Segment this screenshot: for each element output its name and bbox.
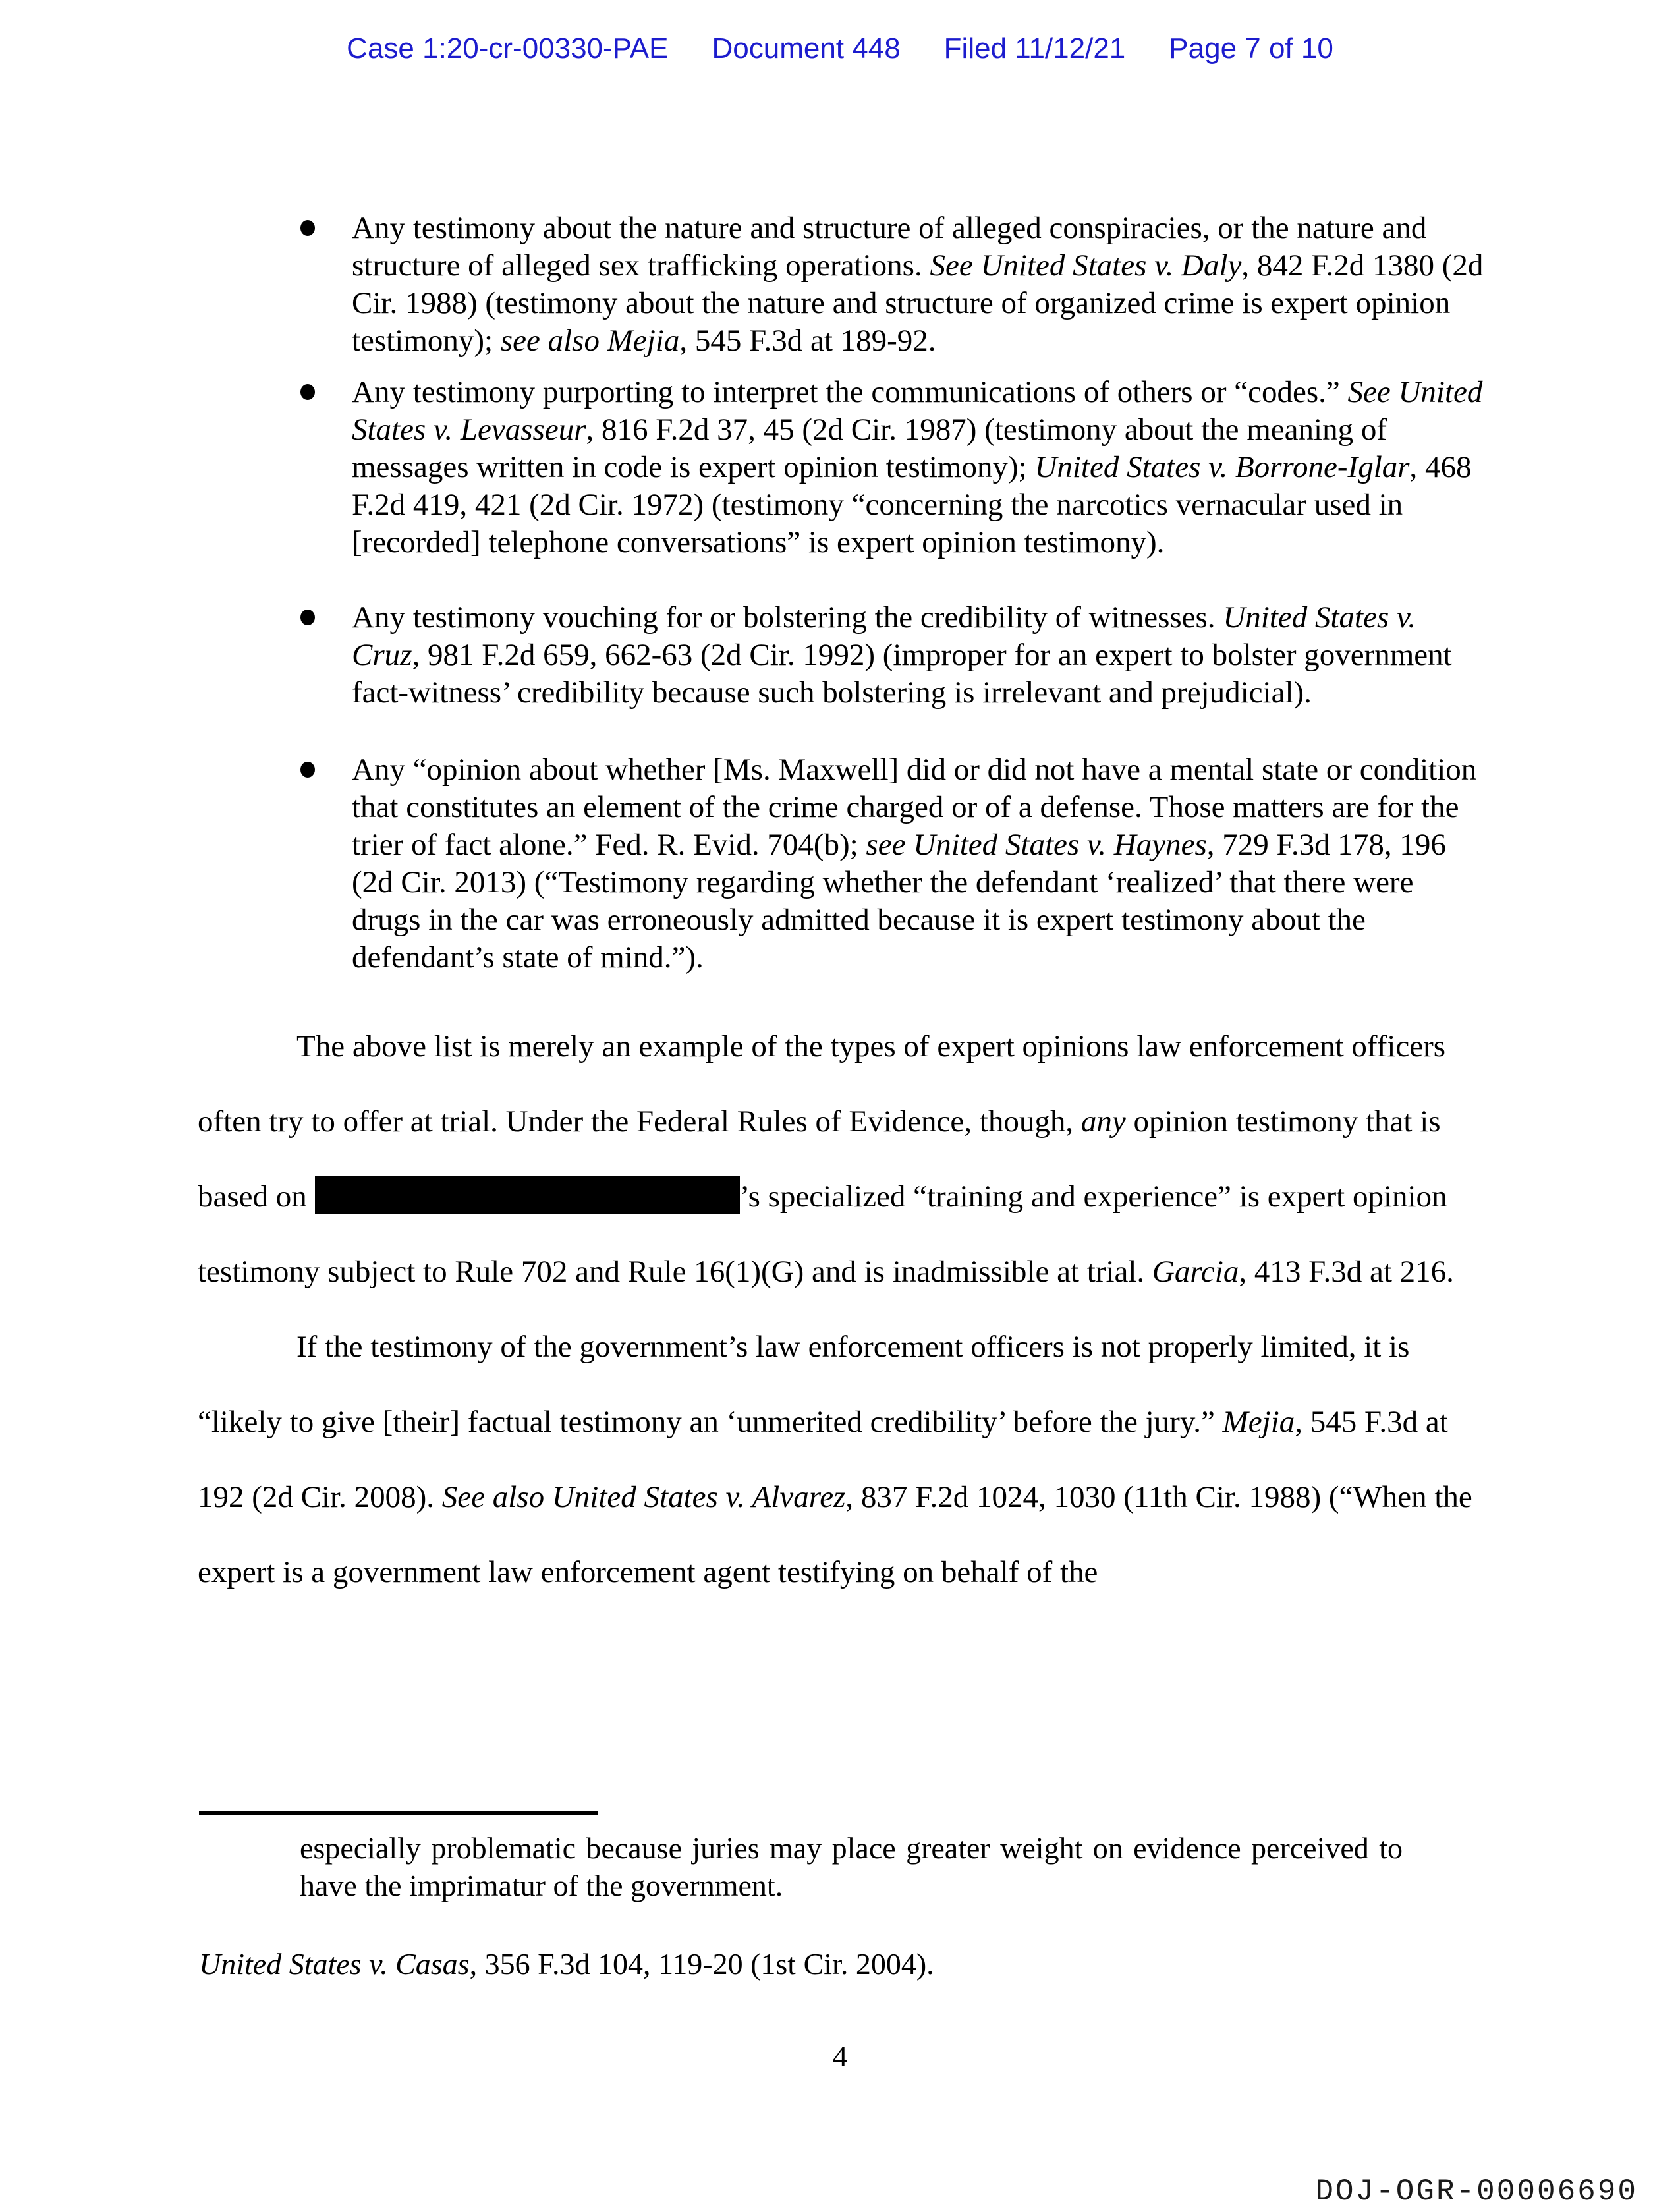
page-indicator: Page 7 of 10: [1169, 32, 1333, 65]
body-paragraph: [198, 1309, 1486, 1610]
body-paragraphs: [198, 1009, 1486, 1610]
bullet-item: [352, 374, 1486, 561]
italic-text-segment: See also United States v. Alvarez: [441, 1480, 846, 1514]
text-segment: , 545 F.3d at 189-92.: [679, 324, 936, 358]
text-segment: , 413 F.3d at 216.: [1239, 1255, 1454, 1289]
text-segment: , 468 F.2d 419, 421 (2d Cir. 1972) (testimony “concerning the narcotics vernacular used in [recorded] telephone conversations” is expert opinion testimony).: [352, 450, 1472, 559]
text-segment: Any “opinion about whether [Ms. Maxwell] did or did not have a mental state or condition that constitutes an element of the crime charged or of a defense. Those matters are for the trier of fact alone.” Fed. R. Evid. 704(b);: [352, 752, 1477, 862]
text-segment: Any testimony about the nature and structure of alleged conspiracies, or the nature and structure of alleged sex trafficking operations.: [352, 211, 1427, 283]
text-segment: Any testimony vouching for or bolstering the credibility of witnesses.: [352, 600, 1223, 635]
text-segment: , 356 F.3d 104, 119-20 (1st Cir. 2004).: [469, 1947, 934, 1981]
document-number: Document 448: [712, 32, 901, 65]
italic-text-segment: See United States v. Levasseur: [352, 375, 1483, 447]
text-segment: , 837 F.2d 1024, 1030 (11th Cir. 1988) (“When the expert is a government law enforcement agent testifying on behalf of the: [198, 1480, 1472, 1589]
italic-text-segment: see also Mejia: [500, 324, 680, 358]
text-segment: ’s specialized “training and experience” is expert opinion testimony subject to Rule 702 and Rule 16(1)(G) and is inadmissible at trial.: [198, 1179, 1447, 1289]
footnote-quote-text: [300, 1829, 1403, 1904]
italic-text-segment: United States v. Casas: [199, 1947, 470, 1981]
text-segment: If the testimony of the government’s law enforcement officers is not properly limited, it is “likely to give [their] factual testimony an ‘unmerited credibility’ before the jury.”: [198, 1330, 1410, 1439]
text-segment: The above list is merely an example of the types of expert opinions law enforcement officers often try to offer at trial. Under the Federal Rules of Evidence, though,: [198, 1029, 1446, 1139]
text-segment: , 981 F.2d 659, 662-63 (2d Cir. 1992) (improper for an expert to bolster government fact-witness’ credibility because such bolstering is irrelevant and prejudicial).: [352, 638, 1452, 710]
page-number: 4: [832, 2039, 848, 2073]
footnote-citation: [199, 1945, 934, 1983]
italic-text-segment: Garcia: [1152, 1255, 1239, 1289]
text-segment: , 842 F.2d 1380 (2d Cir. 1988) (testimony about the nature and structure of organized crime is expert opinion testimony);: [352, 248, 1484, 358]
body-paragraph: [198, 1009, 1486, 1309]
filed-date: Filed 11/12/21: [943, 32, 1126, 65]
text-segment: especially problematic because juries may place greater weight on evidence perceived to have the imprimatur of the government.: [300, 1831, 1403, 1902]
italic-text-segment: See United States v. Daly: [930, 248, 1242, 283]
italic-text-segment: see United States v. Haynes: [866, 828, 1207, 862]
bullet-item: [352, 599, 1486, 712]
case-header: [0, 33, 1680, 65]
italic-text-segment: United States v. Cruz: [352, 600, 1416, 672]
bullet-item: [352, 210, 1486, 360]
case-number: Case 1:20-cr-00330-PAE: [347, 32, 669, 65]
italic-text-segment: Mejia: [1222, 1405, 1295, 1439]
footnote-separator-rule: [199, 1811, 598, 1815]
bullet-list: [352, 210, 1486, 977]
italic-text-segment: United States v. Borrone-Iglar: [1034, 450, 1410, 484]
redaction-box: [315, 1176, 740, 1214]
italic-text-segment: any: [1080, 1104, 1126, 1139]
text-segment: Any testimony purporting to interpret the communications of others or “codes.”: [352, 375, 1348, 409]
bates-number: DOJ-OGR-00006690: [1315, 2174, 1638, 2209]
bullet-item: [352, 751, 1486, 977]
text-segment: , 729 F.3d 178, 196 (2d Cir. 2013) (“Testimony regarding whether the defendant ‘realized’ that there were drugs in the car was erroneously admitted because it is expert testimony about the defendant’s state of mind.”).: [352, 828, 1446, 975]
text-segment: , 545 F.3d at 192 (2d Cir. 2008).: [198, 1405, 1448, 1514]
text-segment: opinion testimony that is based on: [198, 1104, 1441, 1214]
text-segment: , 816 F.2d 37, 45 (2d Cir. 1987) (testimony about the meaning of messages written in code is expert opinion testimony);: [352, 412, 1387, 484]
